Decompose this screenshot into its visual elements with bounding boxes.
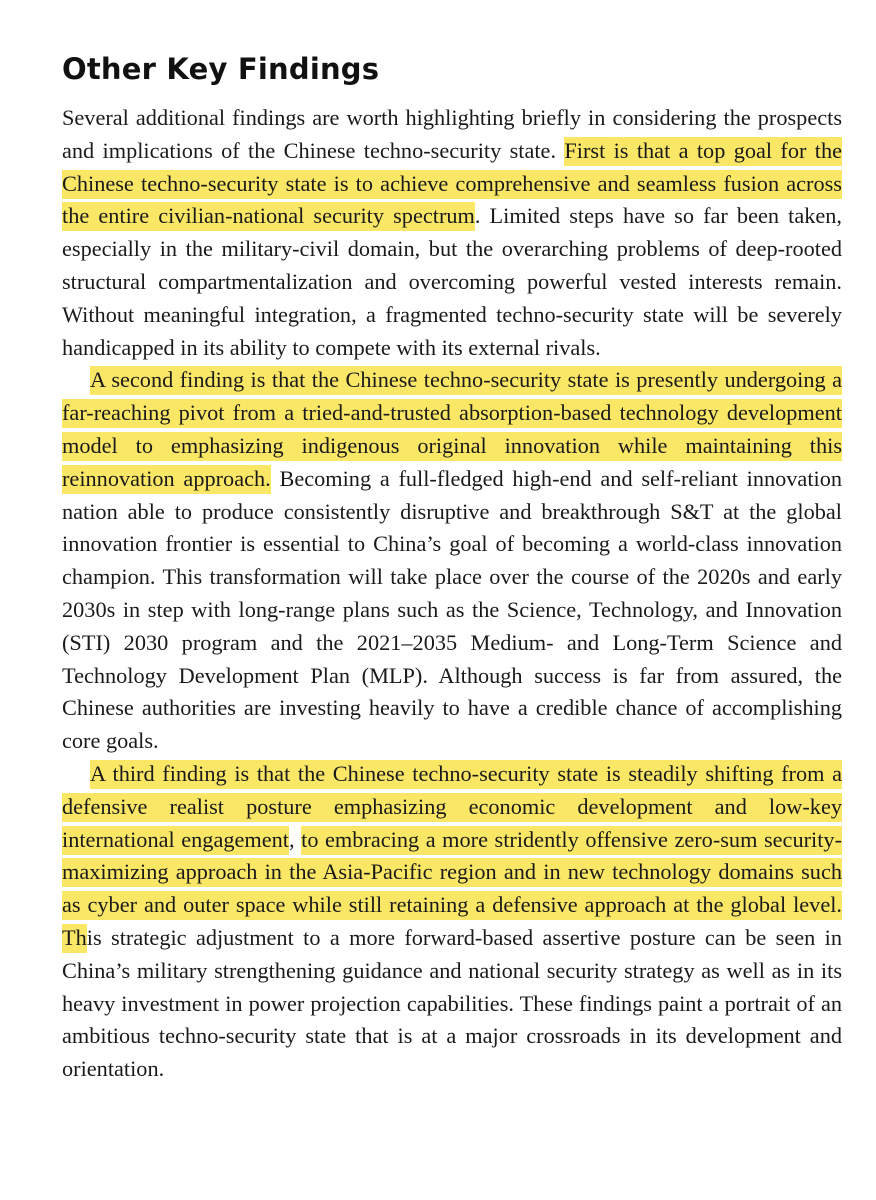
document-page [62,44,842,1086]
paragraph-second-finding [62,364,842,758]
text-segment: , [288,826,302,852]
highlighted-text: A second finding is that the Chinese techno-security state is presently undergoing a far-reaching pivot from a tried-and-trusted absorption-based technology development model to emphasizing indigenous original innovation while maintaining this reinnovation approach. [62,366,842,493]
paragraph-third-finding [62,758,842,1086]
highlighted-text: First is that a top goal for the Chinese techno-security state is to achieve comprehensive and seamless fusion across the entire civilian-national security spectrum [62,137,842,232]
text-segment: Becoming a full-fledged high-end and self-reliant innovation nation able to produce consistently disruptive and breakthrough S&T at the global innovation frontier is essential to China’s goal of becoming a world-class innovation champion. This transformation will take place over the course of the 2020s and early 2030s in step with long-range plans such as the Science, Technology, and Innovation (STI) 2030 program and the 2021–2035 Medium- and Long-Term Science and Technology Development Plan (MLP). Although success is far from assured, the Chinese authorities are investing heavily to have a credible chance of accomplishing core goals. [62,465,843,754]
highlighted-text: A third finding is that the Chinese techno-security state is steadily shifting from a defensive realist posture emphasizing economic development and low-key international engagement [62,760,842,855]
paragraph-first-finding [62,102,842,364]
highlighted-text: to embracing a more stridently offensive zero-sum security-maximizing approach in the Asia-Pacific region and in new technology domains such as cyber and outer space while still retaining a defensive approach at the global level. Th [62,826,842,953]
text-segment: Several additional findings are worth highlighting briefly in considering the prospects and implications of the Chinese techno-security state. [62,105,842,163]
section-title: Other Key Findings [62,52,380,86]
text-segment: . Limited steps have so far been taken, especially in the military-civil domain, but the overarching problems of deep-rooted structural compartmentalization and overcoming powerful vested interests remain. Without meaningful integration, a fragmented techno-security state will be severely handicapped in its ability to compete with its external rivals. [62,203,842,360]
text-segment: is strategic adjustment to a more forward-based assertive posture can be seen in China’s military strengthening guidance and national security strategy as well as in its heavy investment in power projection capabilities. These findings paint a portrait of an ambitious techno-security state that is at a major crossroads in its development and orientation. [62,924,842,1082]
